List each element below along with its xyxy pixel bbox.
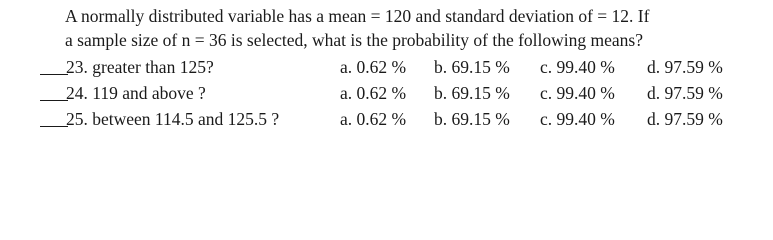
option-d: d. 97.59 % [647,57,723,77]
question-row [0,56,773,80]
question-row [0,82,773,106]
option-d: d. 97.59 % [647,83,723,103]
question-text: 25. between 114.5 and 125.5 ? [66,109,280,129]
problem-statement-line-2: a sample size of n = 36 is selected, what is the probability of the following means? [65,30,643,50]
answer-blank[interactable] [40,126,68,127]
option-a: a. 0.62 % [340,109,407,129]
question-row [0,108,773,132]
option-c: c. 99.40 % [540,109,615,129]
option-a: a. 0.62 % [340,83,407,103]
question-text: 23. greater than 125? [66,57,214,77]
option-b: b. 69.15 % [434,57,510,77]
option-c: c. 99.40 % [540,83,615,103]
answer-blank[interactable] [40,100,68,101]
answer-blank[interactable] [40,74,68,75]
option-d: d. 97.59 % [647,109,723,129]
problem-statement-line-1: A normally distributed variable has a mean = 120 and standard deviation of = 12. If [65,6,650,26]
question-text: 24. 119 and above ? [66,83,206,103]
option-c: c. 99.40 % [540,57,615,77]
option-b: b. 69.15 % [434,109,510,129]
option-b: b. 69.15 % [434,83,510,103]
option-a: a. 0.62 % [340,57,407,77]
